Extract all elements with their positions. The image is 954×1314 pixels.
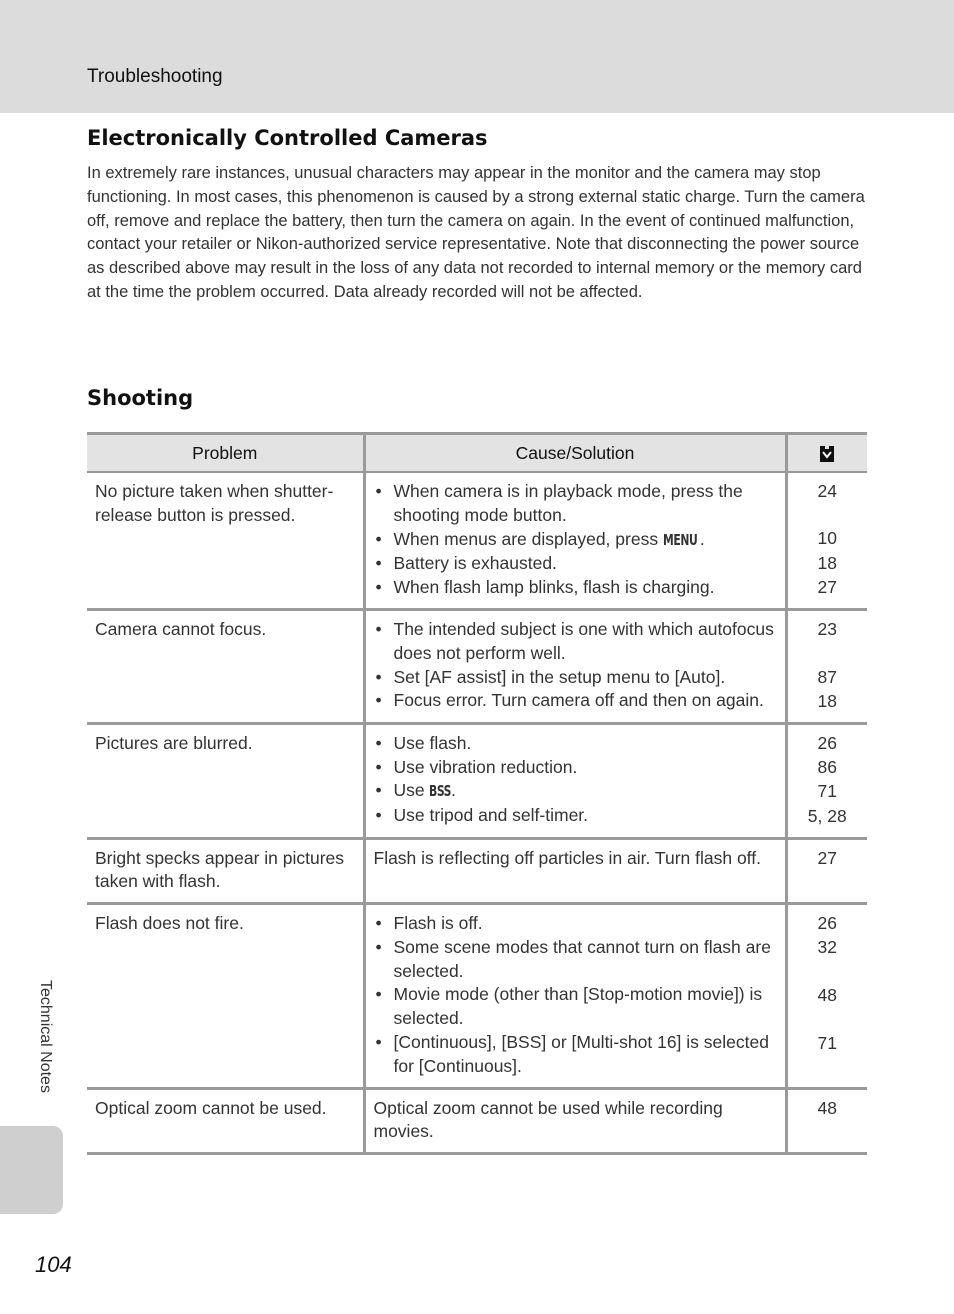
solution-text-end: . [451, 780, 456, 801]
page-ref: 26 [817, 732, 837, 753]
list-item [374, 756, 777, 780]
reference-page-icon [819, 445, 835, 463]
column-header-page [786, 434, 867, 473]
list-item [374, 689, 777, 713]
solution-text: Use flash. [393, 732, 472, 753]
list-item [374, 983, 777, 1031]
table-header-row [87, 434, 867, 473]
table-row [87, 472, 867, 609]
list-item [374, 779, 777, 804]
menu-button-glyph: MENU [662, 530, 698, 549]
solution-text-end: . [699, 528, 705, 549]
solution-text: Flash is off. [393, 913, 483, 934]
list-item [374, 936, 777, 984]
column-header-cause: Cause/Solution [364, 434, 786, 473]
page-ref: 24 [817, 481, 837, 501]
cause-cell: Optical zoom cannot be used while recording movies. [364, 1088, 786, 1154]
solution-text: The intended subject is one with which autofocus does not perform well. [393, 618, 774, 663]
table-row [87, 723, 867, 838]
page-ref: 26 [817, 913, 837, 934]
problem-cell: No picture taken when shutter-release button is pressed. [87, 472, 364, 609]
problem-cell: Optical zoom cannot be used. [87, 1088, 364, 1154]
solution-text: When flash lamp blinks, flash is charging. [393, 577, 715, 598]
table-row [87, 838, 867, 904]
page-ref: 27 [817, 847, 837, 868]
cause-cell [364, 904, 786, 1089]
solution-list [374, 732, 777, 828]
solution-text: Use [393, 780, 430, 801]
solution-text: Use vibration reduction. [393, 756, 578, 777]
page-ref: 48 [817, 1097, 837, 1118]
list-item [374, 576, 777, 600]
page-ref-cell [786, 1088, 867, 1154]
page-ref: 32 [817, 936, 837, 957]
cause-cell [364, 472, 786, 609]
page-ref: 23 [817, 618, 837, 639]
list-item [374, 912, 777, 936]
bss-button-glyph: BSS [429, 782, 452, 801]
page-ref: 87 [817, 666, 837, 687]
list-item [374, 666, 777, 690]
solution-list [374, 618, 777, 713]
page-ref: 48 [817, 984, 837, 1005]
solution-text: Set [AF assist] in the setup menu to [Auto]. [393, 666, 726, 687]
solution-text: When camera is in playback mode, press the shooting mode button. [393, 481, 743, 525]
solution-text: Some scene modes that cannot turn on flash are selected. [393, 936, 771, 981]
cause-cell: Flash is reflecting off particles in air. Turn flash off. [364, 838, 786, 904]
page-number: 104 [35, 1252, 72, 1277]
section-body-ecc: In extremely rare instances, unusual characters may appear in the monitor and the camera may stop functioning. In most cases, this phenomenon is caused by a strong external static charge. Turn the camera off, remove and replace the battery, then turn the camera on again. In the event of continued malfunction, contact your retailer or Nikon-authorized service representative. Note that disconnecting the power source as described above may result in the loss of any data not recorded to internal memory or the memory card at the time the problem occurred. Data already recorded will not be affected. [87, 164, 865, 301]
problem-cell: Camera cannot focus. [87, 609, 364, 723]
solution-text: Battery is exhausted. [393, 553, 557, 574]
page-ref-cell [786, 723, 867, 838]
page-ref-cell [786, 838, 867, 904]
page-ref: 18 [817, 552, 837, 573]
table-row [87, 609, 867, 723]
header-band [0, 0, 954, 113]
page-ref-cell [786, 609, 867, 723]
running-header: Troubleshooting [87, 66, 223, 87]
page-ref: 18 [817, 690, 837, 711]
list-item [374, 804, 777, 828]
table-row [87, 904, 867, 1089]
problem-cell: Pictures are blurred. [87, 723, 364, 838]
page-ref: 10 [817, 527, 837, 548]
solution-text: Focus error. Turn camera off and then on again. [393, 690, 764, 711]
troubleshooting-table [87, 432, 867, 1155]
problem-cell: Flash does not fire. [87, 904, 364, 1089]
page-ref: 5, 28 [807, 805, 847, 826]
list-item [374, 480, 777, 528]
solution-list [374, 480, 777, 600]
page-ref: 86 [817, 756, 837, 777]
section-heading-shooting: Shooting [87, 386, 194, 410]
list-item [374, 618, 777, 666]
page-ref: 71 [817, 780, 837, 801]
column-header-problem: Problem [87, 434, 364, 473]
list-item [374, 732, 777, 756]
solution-text: When menus are displayed, press [393, 528, 663, 549]
side-tab [0, 1126, 63, 1214]
cause-cell [364, 609, 786, 723]
side-tab-label: Technical Notes [37, 980, 54, 1093]
solution-text: [Continuous], [BSS] or [Multi-shot 16] is selected for [Continuous]. [393, 1032, 769, 1076]
page-ref: 71 [817, 1032, 837, 1053]
page-ref-cell [786, 904, 867, 1089]
page-ref: 27 [817, 576, 837, 597]
cause-cell [364, 723, 786, 838]
list-item [374, 1031, 777, 1079]
list-item [374, 552, 777, 576]
list-item [374, 528, 777, 553]
solution-list [374, 912, 777, 1079]
section-heading-ecc: Electronically Controlled Cameras [87, 126, 488, 150]
solution-text: Movie mode (other than [Stop-motion movie]) is selected. [393, 984, 763, 1029]
problem-cell: Bright specks appear in pictures taken with flash. [87, 838, 364, 904]
page-ref-cell [786, 472, 867, 609]
solution-text: Use tripod and self-timer. [393, 805, 589, 826]
table-row [87, 1088, 867, 1154]
